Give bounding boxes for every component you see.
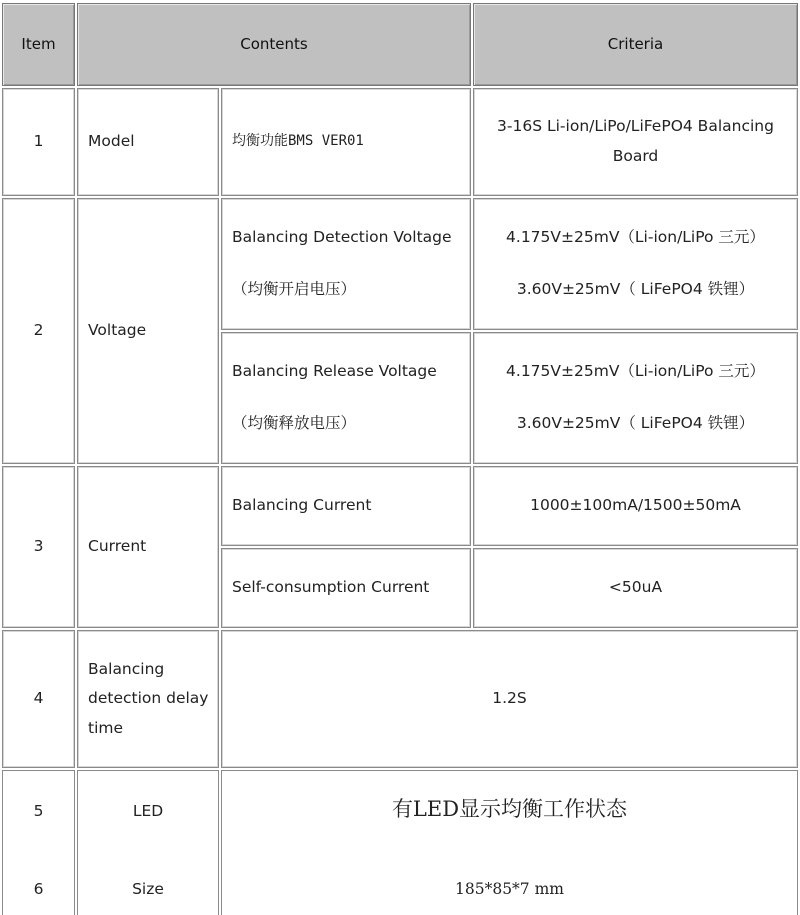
row6-value: 185*85*7 mm — [455, 880, 564, 899]
row4-value: 1.2S — [221, 630, 798, 768]
row2b-criteria-line2: 3.60V±25mV（ LiFePO4 铁锂） — [516, 414, 755, 432]
row2a-sub — [221, 198, 471, 330]
row1-criteria — [473, 88, 798, 196]
row3-item-number: 3 — [2, 466, 75, 628]
header-item: Item — [2, 3, 75, 86]
row6-name: Size — [132, 880, 164, 899]
row2b-sub-line2: （均衡释放电压） — [232, 414, 357, 432]
row6-item-number: 6 — [33, 880, 44, 899]
row2b-sub — [221, 332, 471, 464]
row1-name: Model — [77, 88, 219, 196]
row2a-criteria-line1: 4.175V±25mV（Li-ion/LiPo 三元） — [506, 228, 765, 247]
row5-value: 有LED显示均衡工作状态 — [391, 797, 628, 822]
row4-name — [77, 630, 219, 768]
header-criteria: Criteria — [473, 3, 798, 86]
row1-item-number: 1 — [2, 88, 75, 196]
row1-criteria-line2: Board — [612, 147, 659, 165]
row3b-criteria: <50uA — [473, 548, 798, 628]
row2b-sub-line1: Balancing Release Voltage — [232, 362, 437, 381]
row2a-sub-line2: （均衡开启电压） — [232, 280, 357, 298]
row3a-sub: Balancing Current — [221, 466, 471, 546]
row2-name: Voltage — [77, 198, 219, 464]
row4-name-line1: Balancing — [88, 659, 165, 678]
row3-name: Current — [77, 466, 219, 628]
row2a-criteria — [473, 198, 798, 330]
row4-name-line2: detection delay — [88, 689, 209, 708]
row2a-criteria-line2: 3.60V±25mV（ LiFePO4 铁锂） — [516, 280, 755, 298]
row1-criteria-line1: 3-16S Li-ion/LiPo/LiFePO4 Balancing — [497, 117, 774, 136]
row5-name: LED — [132, 802, 164, 821]
row2b-criteria — [473, 332, 798, 464]
row3b-sub: Self-consumption Current — [221, 548, 471, 628]
row4-item-number: 4 — [2, 630, 75, 768]
row2-item-number: 2 — [2, 198, 75, 464]
row1-model-value: 均衡功能BMS VER01 — [221, 88, 471, 196]
row4-name-line3: time — [88, 718, 124, 737]
row2a-sub-line1: Balancing Detection Voltage — [232, 228, 452, 247]
header-contents: Contents — [77, 3, 471, 86]
row5-item-number: 5 — [33, 802, 44, 821]
row3a-criteria: 1000±100mA/1500±50mA — [473, 466, 798, 546]
row2b-criteria-line1: 4.175V±25mV（Li-ion/LiPo 三元） — [506, 362, 765, 381]
